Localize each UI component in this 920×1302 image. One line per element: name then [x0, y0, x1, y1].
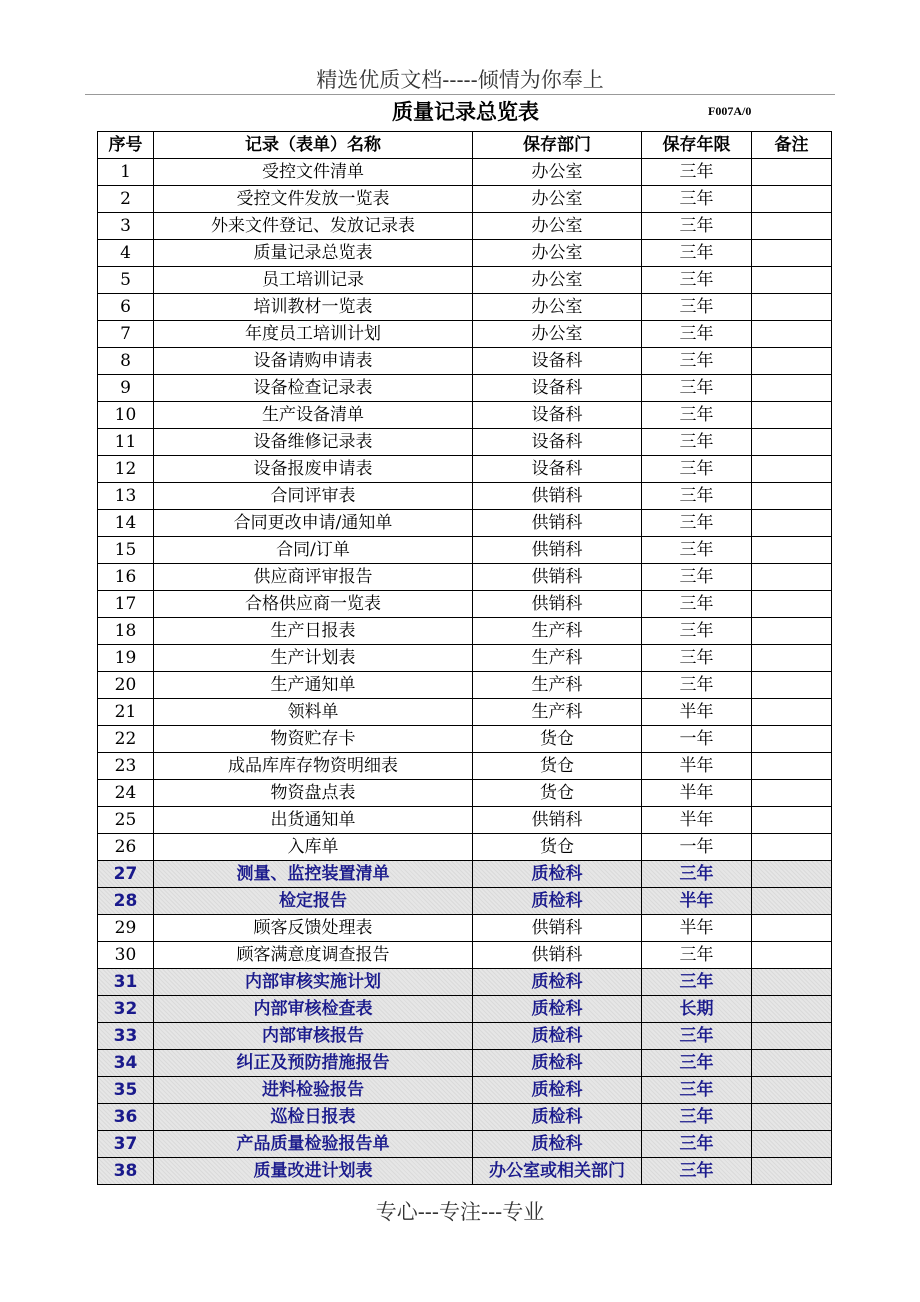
cell-number: 4	[98, 240, 154, 267]
cell-retention-period: 三年	[642, 510, 752, 537]
cell-remark	[752, 942, 832, 969]
cell-retention-period: 三年	[642, 375, 752, 402]
cell-department: 供销科	[473, 483, 642, 510]
page-footer-text: 专心---专注---专业	[375, 1200, 545, 1224]
column-header-department: 保存部门	[473, 132, 642, 159]
cell-retention-period: 三年	[642, 591, 752, 618]
cell-record-name: 入库单	[154, 834, 473, 861]
cell-remark	[752, 996, 832, 1023]
cell-record-name: 受控文件发放一览表	[154, 186, 473, 213]
cell-number: 1	[98, 159, 154, 186]
cell-number: 23	[98, 753, 154, 780]
cell-record-name: 合同评审表	[154, 483, 473, 510]
cell-remark	[752, 186, 832, 213]
cell-remark	[752, 213, 832, 240]
cell-record-name: 质量记录总览表	[154, 240, 473, 267]
cell-number: 33	[98, 1023, 154, 1050]
cell-number: 2	[98, 186, 154, 213]
cell-number: 18	[98, 618, 154, 645]
cell-retention-period: 一年	[642, 726, 752, 753]
table-row	[98, 186, 832, 213]
table-row	[98, 942, 832, 969]
cell-remark	[752, 429, 832, 456]
cell-remark	[752, 1050, 832, 1077]
cell-retention-period: 三年	[642, 969, 752, 996]
cell-number: 20	[98, 672, 154, 699]
cell-remark	[752, 510, 832, 537]
cell-department: 质检科	[473, 888, 642, 915]
cell-retention-period: 三年	[642, 1050, 752, 1077]
cell-retention-period: 三年	[642, 456, 752, 483]
cell-department: 设备科	[473, 429, 642, 456]
cell-department: 办公室	[473, 294, 642, 321]
table-row	[98, 510, 832, 537]
cell-retention-period: 三年	[642, 240, 752, 267]
cell-number: 8	[98, 348, 154, 375]
cell-remark	[752, 672, 832, 699]
cell-department: 办公室	[473, 159, 642, 186]
table-row	[98, 267, 832, 294]
cell-retention-period: 三年	[642, 1131, 752, 1158]
cell-record-name: 进料检验报告	[154, 1077, 473, 1104]
cell-retention-period: 三年	[642, 267, 752, 294]
cell-record-name: 生产日报表	[154, 618, 473, 645]
document-title: 质量记录总览表	[392, 100, 539, 124]
table-row	[98, 645, 832, 672]
table-row	[98, 780, 832, 807]
cell-department: 质检科	[473, 996, 642, 1023]
cell-retention-period: 三年	[642, 861, 752, 888]
cell-record-name: 质量改进计划表	[154, 1158, 473, 1185]
cell-retention-period: 三年	[642, 321, 752, 348]
cell-remark	[752, 1158, 832, 1185]
quality-records-table	[97, 131, 832, 1185]
table-header-row	[98, 132, 832, 159]
table-row	[98, 213, 832, 240]
table-row	[98, 753, 832, 780]
cell-number: 3	[98, 213, 154, 240]
cell-number: 12	[98, 456, 154, 483]
cell-department: 货仓	[473, 780, 642, 807]
cell-retention-period: 半年	[642, 888, 752, 915]
cell-number: 27	[98, 861, 154, 888]
cell-retention-period: 半年	[642, 699, 752, 726]
cell-retention-period: 三年	[642, 564, 752, 591]
cell-number: 24	[98, 780, 154, 807]
cell-record-name: 产品质量检验报告单	[154, 1131, 473, 1158]
cell-record-name: 员工培训记录	[154, 267, 473, 294]
cell-record-name: 内部审核报告	[154, 1023, 473, 1050]
cell-retention-period: 三年	[642, 429, 752, 456]
cell-number: 19	[98, 645, 154, 672]
cell-retention-period: 三年	[642, 159, 752, 186]
cell-remark	[752, 537, 832, 564]
table-row	[98, 1077, 832, 1104]
cell-retention-period: 三年	[642, 402, 752, 429]
cell-retention-period: 三年	[642, 645, 752, 672]
cell-number: 17	[98, 591, 154, 618]
cell-remark	[752, 618, 832, 645]
cell-record-name: 生产计划表	[154, 645, 473, 672]
column-header-record-name: 记录（表单）名称	[154, 132, 473, 159]
cell-record-name: 生产通知单	[154, 672, 473, 699]
cell-department: 供销科	[473, 510, 642, 537]
cell-department: 供销科	[473, 942, 642, 969]
cell-number: 29	[98, 915, 154, 942]
cell-retention-period: 三年	[642, 672, 752, 699]
cell-department: 生产科	[473, 618, 642, 645]
cell-remark	[752, 1077, 832, 1104]
cell-remark	[752, 483, 832, 510]
cell-department: 货仓	[473, 834, 642, 861]
table-row	[98, 834, 832, 861]
cell-number: 22	[98, 726, 154, 753]
cell-remark	[752, 375, 832, 402]
cell-record-name: 合格供应商一览表	[154, 591, 473, 618]
cell-retention-period: 三年	[642, 942, 752, 969]
cell-department: 设备科	[473, 375, 642, 402]
table-row	[98, 402, 832, 429]
cell-record-name: 顾客满意度调查报告	[154, 942, 473, 969]
cell-remark	[752, 267, 832, 294]
cell-number: 28	[98, 888, 154, 915]
cell-record-name: 物资贮存卡	[154, 726, 473, 753]
table-row	[98, 1158, 832, 1185]
cell-record-name: 供应商评审报告	[154, 564, 473, 591]
cell-department: 生产科	[473, 645, 642, 672]
cell-record-name: 设备请购申请表	[154, 348, 473, 375]
cell-record-name: 内部审核检查表	[154, 996, 473, 1023]
cell-department: 供销科	[473, 915, 642, 942]
table-row	[98, 1050, 832, 1077]
cell-number: 35	[98, 1077, 154, 1104]
cell-number: 5	[98, 267, 154, 294]
cell-remark	[752, 753, 832, 780]
cell-number: 7	[98, 321, 154, 348]
table-row	[98, 348, 832, 375]
cell-record-name: 培训教材一览表	[154, 294, 473, 321]
cell-number: 38	[98, 1158, 154, 1185]
cell-remark	[752, 861, 832, 888]
cell-record-name: 生产设备清单	[154, 402, 473, 429]
cell-retention-period: 长期	[642, 996, 752, 1023]
table-row	[98, 726, 832, 753]
cell-remark	[752, 240, 832, 267]
cell-number: 16	[98, 564, 154, 591]
table-row	[98, 861, 832, 888]
cell-remark	[752, 591, 832, 618]
cell-retention-period: 三年	[642, 348, 752, 375]
table-row	[98, 375, 832, 402]
cell-department: 办公室	[473, 240, 642, 267]
cell-remark	[752, 1104, 832, 1131]
cell-department: 设备科	[473, 456, 642, 483]
table-row	[98, 1131, 832, 1158]
table-row	[98, 888, 832, 915]
cell-remark	[752, 402, 832, 429]
cell-retention-period: 半年	[642, 915, 752, 942]
cell-number: 9	[98, 375, 154, 402]
table-row	[98, 996, 832, 1023]
cell-retention-period: 半年	[642, 807, 752, 834]
table-row	[98, 321, 832, 348]
cell-retention-period: 三年	[642, 213, 752, 240]
cell-record-name: 纠正及预防措施报告	[154, 1050, 473, 1077]
cell-department: 货仓	[473, 753, 642, 780]
column-header-remark: 备注	[752, 132, 832, 159]
cell-remark	[752, 645, 832, 672]
cell-record-name: 受控文件清单	[154, 159, 473, 186]
cell-department: 设备科	[473, 402, 642, 429]
cell-record-name: 合同更改申请/通知单	[154, 510, 473, 537]
cell-remark	[752, 1131, 832, 1158]
cell-record-name: 领料单	[154, 699, 473, 726]
cell-department: 办公室	[473, 267, 642, 294]
table-row	[98, 537, 832, 564]
cell-retention-period: 三年	[642, 537, 752, 564]
cell-retention-period: 三年	[642, 1023, 752, 1050]
cell-department: 质检科	[473, 1104, 642, 1131]
table-row	[98, 915, 832, 942]
cell-remark	[752, 969, 832, 996]
cell-department: 质检科	[473, 861, 642, 888]
cell-department: 供销科	[473, 564, 642, 591]
cell-record-name: 出货通知单	[154, 807, 473, 834]
table-row	[98, 591, 832, 618]
table-row	[98, 807, 832, 834]
table-row	[98, 240, 832, 267]
cell-retention-period: 半年	[642, 780, 752, 807]
cell-department: 质检科	[473, 1050, 642, 1077]
cell-department: 货仓	[473, 726, 642, 753]
cell-number: 14	[98, 510, 154, 537]
cell-number: 15	[98, 537, 154, 564]
cell-remark	[752, 807, 832, 834]
table-row	[98, 672, 832, 699]
cell-number: 30	[98, 942, 154, 969]
table-row	[98, 1104, 832, 1131]
cell-department: 供销科	[473, 591, 642, 618]
cell-department: 设备科	[473, 348, 642, 375]
cell-remark	[752, 780, 832, 807]
cell-department: 办公室	[473, 213, 642, 240]
cell-department: 办公室	[473, 321, 642, 348]
cell-record-name: 合同/订单	[154, 537, 473, 564]
cell-record-name: 外来文件登记、发放记录表	[154, 213, 473, 240]
cell-retention-period: 三年	[642, 294, 752, 321]
cell-record-name: 年度员工培训计划	[154, 321, 473, 348]
cell-number: 32	[98, 996, 154, 1023]
cell-record-name: 测量、监控装置清单	[154, 861, 473, 888]
table-row	[98, 564, 832, 591]
cell-department: 质检科	[473, 1023, 642, 1050]
cell-remark	[752, 915, 832, 942]
cell-remark	[752, 834, 832, 861]
cell-remark	[752, 456, 832, 483]
cell-remark	[752, 159, 832, 186]
cell-record-name: 检定报告	[154, 888, 473, 915]
cell-number: 11	[98, 429, 154, 456]
cell-number: 25	[98, 807, 154, 834]
cell-retention-period: 三年	[642, 618, 752, 645]
form-code: F007A/0	[708, 104, 752, 118]
cell-department: 质检科	[473, 1131, 642, 1158]
cell-remark	[752, 699, 832, 726]
column-header-number: 序号	[98, 132, 154, 159]
table-row	[98, 969, 832, 996]
cell-remark	[752, 294, 832, 321]
table-row	[98, 456, 832, 483]
cell-number: 10	[98, 402, 154, 429]
cell-remark	[752, 888, 832, 915]
cell-number: 13	[98, 483, 154, 510]
table-row	[98, 429, 832, 456]
cell-remark	[752, 348, 832, 375]
cell-retention-period: 三年	[642, 1077, 752, 1104]
cell-retention-period: 三年	[642, 1104, 752, 1131]
column-header-retention-period: 保存年限	[642, 132, 752, 159]
table-row	[98, 294, 832, 321]
cell-department: 供销科	[473, 537, 642, 564]
table-row	[98, 699, 832, 726]
cell-record-name: 顾客反馈处理表	[154, 915, 473, 942]
cell-remark	[752, 726, 832, 753]
cell-department: 质检科	[473, 1077, 642, 1104]
cell-record-name: 设备报废申请表	[154, 456, 473, 483]
cell-remark	[752, 1023, 832, 1050]
page-header-text: 精选优质文档-----倾情为你奉上	[316, 68, 604, 92]
table-row	[98, 618, 832, 645]
cell-record-name: 巡检日报表	[154, 1104, 473, 1131]
cell-department: 供销科	[473, 807, 642, 834]
cell-department: 质检科	[473, 969, 642, 996]
cell-department: 办公室或相关部门	[473, 1158, 642, 1185]
table-body	[98, 159, 832, 1185]
cell-number: 31	[98, 969, 154, 996]
cell-department: 生产科	[473, 672, 642, 699]
table-row	[98, 483, 832, 510]
cell-number: 21	[98, 699, 154, 726]
cell-retention-period: 一年	[642, 834, 752, 861]
cell-record-name: 内部审核实施计划	[154, 969, 473, 996]
table-row	[98, 1023, 832, 1050]
cell-number: 34	[98, 1050, 154, 1077]
cell-number: 37	[98, 1131, 154, 1158]
cell-record-name: 物资盘点表	[154, 780, 473, 807]
cell-retention-period: 三年	[642, 483, 752, 510]
cell-department: 生产科	[473, 699, 642, 726]
cell-retention-period: 三年	[642, 1158, 752, 1185]
cell-retention-period: 三年	[642, 186, 752, 213]
cell-retention-period: 半年	[642, 753, 752, 780]
cell-record-name: 成品库库存物资明细表	[154, 753, 473, 780]
header-divider	[85, 94, 835, 95]
table-row	[98, 159, 832, 186]
cell-remark	[752, 564, 832, 591]
cell-department: 办公室	[473, 186, 642, 213]
cell-number: 6	[98, 294, 154, 321]
cell-record-name: 设备维修记录表	[154, 429, 473, 456]
cell-record-name: 设备检查记录表	[154, 375, 473, 402]
cell-number: 26	[98, 834, 154, 861]
cell-remark	[752, 321, 832, 348]
cell-number: 36	[98, 1104, 154, 1131]
